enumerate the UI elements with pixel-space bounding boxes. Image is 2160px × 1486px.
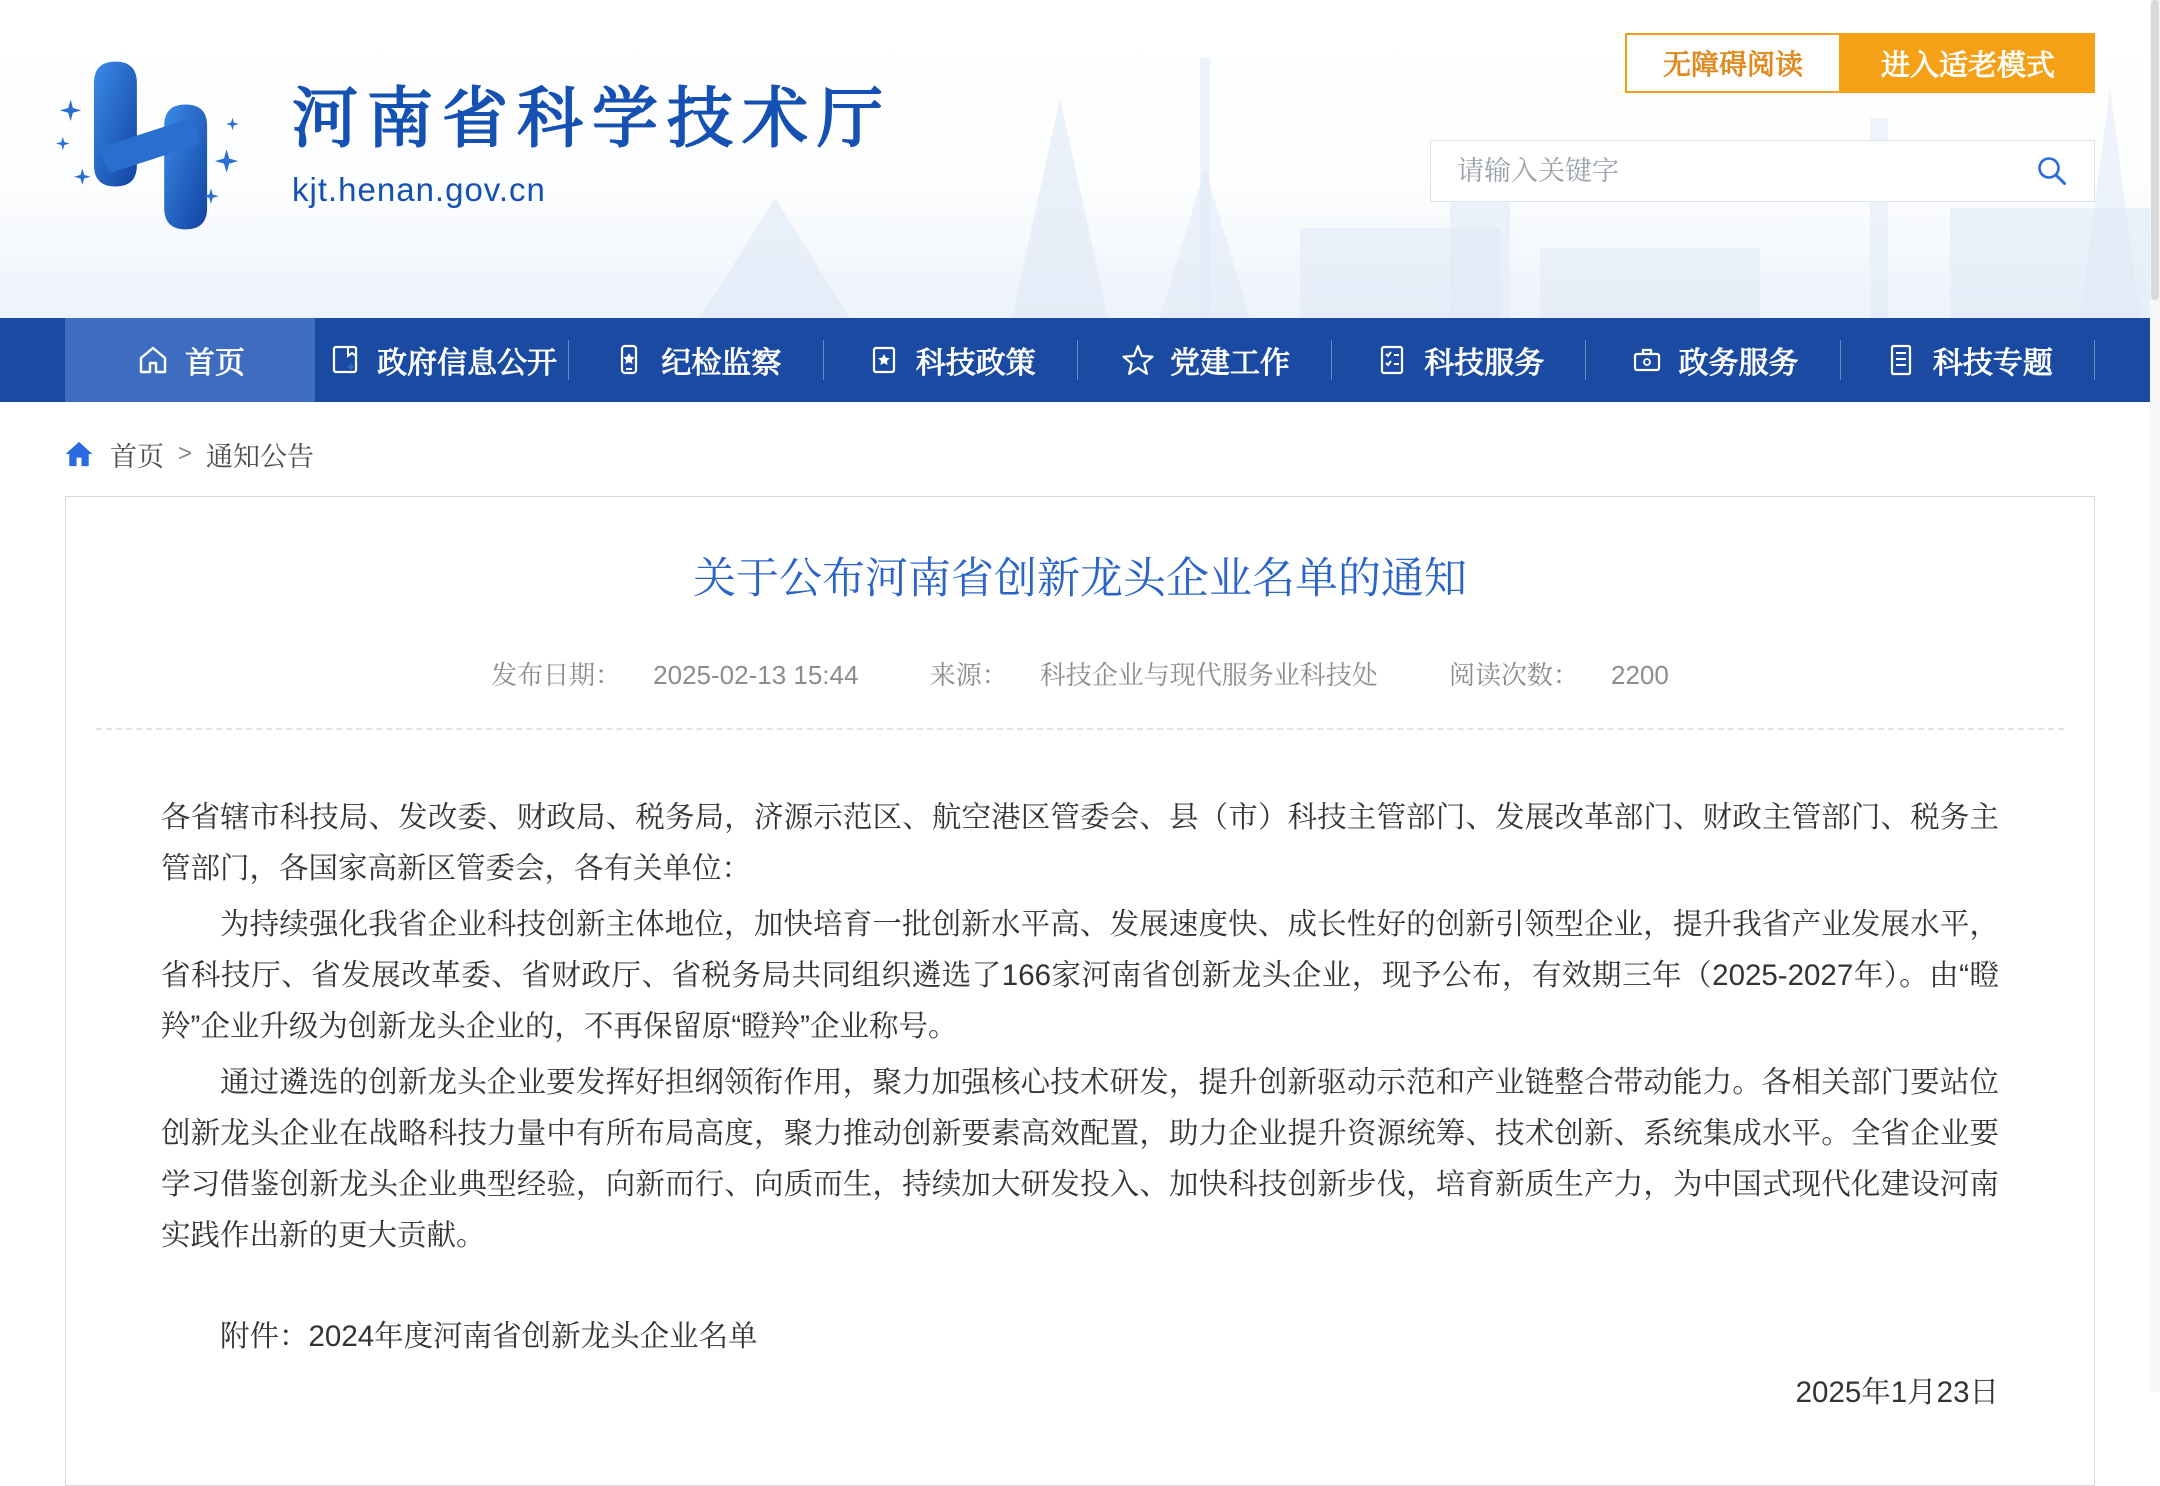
publish-date: 发布日期： 2025-02-13 15:44 — [491, 660, 859, 690]
nav-item-special[interactable] — [1841, 318, 2095, 402]
search-box — [1430, 140, 2095, 202]
document-bookmark-icon — [327, 342, 363, 378]
breadcrumb-home-link[interactable]: 首页 — [110, 441, 164, 472]
nav-label: 党建工作 — [1169, 347, 1290, 380]
site-logo[interactable] — [55, 48, 250, 243]
nav-label: 科技服务 — [1424, 347, 1545, 380]
site-url: kjt.henan.gov.cn — [292, 170, 546, 208]
breadcrumb — [62, 428, 2160, 480]
main-nav — [0, 318, 2160, 402]
view-count: 阅读次数： 2200 — [1448, 660, 1669, 690]
nav-label: 纪检监察 — [661, 347, 782, 380]
mode-buttons — [1625, 33, 2095, 93]
article-body — [161, 792, 1999, 1418]
site-header — [0, 0, 2160, 318]
star-icon — [1120, 342, 1156, 378]
briefcase-icon — [1629, 342, 1665, 378]
attachment-link[interactable]: 2024年度河南省创新龙头企业名单 — [308, 1320, 758, 1353]
search-input[interactable] — [1431, 141, 2010, 201]
checklist-icon — [1374, 342, 1410, 378]
home-icon — [135, 342, 171, 378]
document-lines-icon — [1883, 342, 1919, 378]
home-icon — [62, 437, 96, 471]
site-title-block — [292, 82, 892, 209]
site-name: 河南省科学技术厅 — [292, 81, 892, 156]
nav-label: 科技专题 — [1932, 347, 2053, 380]
nav-label: 首页 — [185, 347, 245, 380]
attachment-label: 附件： — [220, 1320, 309, 1353]
nav-item-discipline[interactable] — [569, 318, 823, 402]
scrollbar[interactable] — [2150, 0, 2160, 1392]
elder-mode-button[interactable]: 进入适老模式 — [1841, 33, 2095, 93]
attachment-line — [161, 1311, 1999, 1362]
nav-item-tech-service[interactable] — [1332, 318, 1586, 402]
nav-item-home[interactable] — [65, 318, 315, 402]
meta-divider — [96, 728, 2064, 730]
nav-item-gov-info[interactable] — [315, 318, 569, 402]
paragraph-announcement: 为持续强化我省企业科技创新主体地位，加快培育一批创新水平高、发展速度快、成长性好的创新引领型企业，提升我省产业发展水平，省科技厅、省发展改革委、省财政厅、省税务局共同组织遴选了166家河南省创新龙头企业，现予公布，有效期三年（2025-2027年）。由“瞪羚”企业升级为创新龙头企业的，不再保留原“瞪羚”企业称号。 — [161, 908, 1999, 1043]
accessibility-reading-button[interactable]: 无障碍阅读 — [1625, 33, 1841, 93]
nav-label: 政务服务 — [1678, 347, 1799, 380]
paragraph-requirements: 通过遴选的创新龙头企业要发挥好担纲领衔作用，聚力加强核心技术研发，提升创新驱动示范和产业链整合带动能力。各相关部门要站位创新龙头企业在战略科技力量中有所布局高度，聚力推动创新要素高效配置，助力企业提升资源统筹、技术创新、系统集成水平。全省企业要学习借鉴创新龙头企业典型经验，向新而行、向质而生，持续加大研发投入、加快科技创新步伐，培育新质生产力，为中国式现代化建设河南实践作出新的更大贡献。 — [161, 1066, 1999, 1252]
nav-item-gov-service[interactable] — [1586, 318, 1840, 402]
article-meta — [161, 655, 1999, 692]
breadcrumb-current-link[interactable]: 通知公告 — [206, 441, 315, 472]
article-source: 来源： 科技企业与现代服务业科技处 — [929, 660, 1378, 690]
breadcrumb-separator: > — [178, 440, 193, 467]
badge-star-icon — [611, 342, 647, 378]
nav-item-party[interactable] — [1078, 318, 1332, 402]
search-button[interactable] — [2010, 141, 2094, 201]
magnifier-icon — [2034, 153, 2070, 189]
article-title: 关于公布河南省创新龙头企业名单的通知 — [693, 555, 1467, 603]
document-date: 2025年1月23日 — [1795, 1376, 1999, 1409]
book-star-icon — [866, 342, 902, 378]
article-card — [65, 496, 2095, 1486]
nav-label: 科技政策 — [915, 347, 1036, 380]
nav-item-policy[interactable] — [824, 318, 1078, 402]
paragraph-salutation: 各省辖市科技局、发改委、财政局、税务局，济源示范区、航空港区管委会、县（市）科技主管部门、发展改革部门、财政主管部门、税务主管部门，各国家高新区管委会，各有关单位： — [161, 801, 1999, 885]
nav-label: 政府信息公开 — [377, 347, 558, 380]
scrollbar-thumb[interactable] — [2151, 0, 2159, 300]
